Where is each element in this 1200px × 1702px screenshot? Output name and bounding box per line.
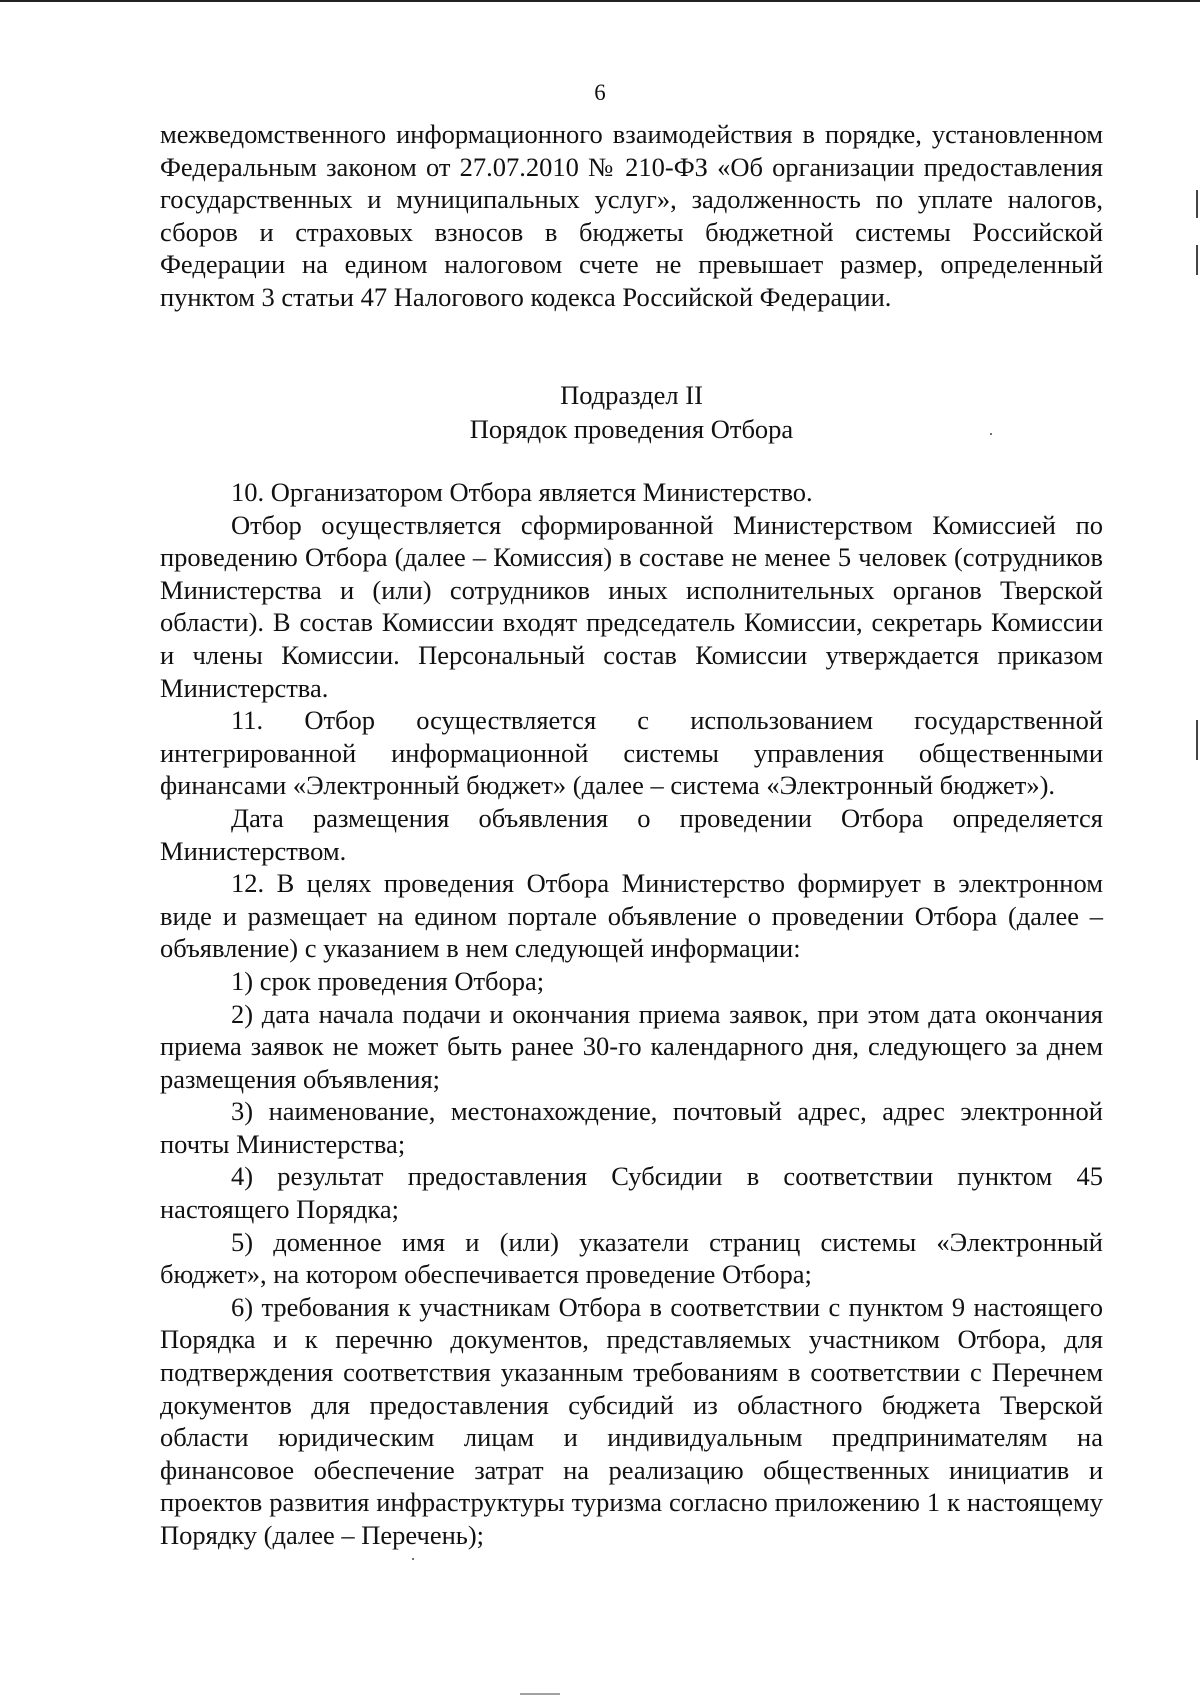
list-item-2: 2) дата начала подачи и окончания приема заявок, при этом дата окончания приема заявок не может быть ранее 30-го календарного дня, следующего за днем размещения объявления; (160, 998, 1103, 1094)
body-section (160, 476, 1103, 1552)
intro-section (160, 118, 1103, 314)
page-number: 6 (594, 80, 606, 105)
paragraph-12: 12. В целях проведения Отбора Министерство формирует в электронном виде и размещает на едином портале объявление о проведении Отбора (далее – объявление) с указанием в нем следующей информации: (160, 868, 1103, 964)
paragraph-11: 11. Отбор осуществляется с использованием государственной интегрированной информационной системы управления общественными финансами «Электронный бюджет» (далее – система «Электронный бюджет»). (160, 705, 1103, 801)
list-item-5: 5) доменное имя и (или) указатели страниц системы «Электронный бюджет», на котором обеспечивается проведение Отбора; (160, 1226, 1103, 1290)
subsection-heading (160, 378, 1103, 446)
page-top-border (0, 0, 1200, 2)
paragraph-announcement-date: Дата размещения объявления о проведении Отбора определяется Министерством. (160, 802, 1103, 866)
list-item-6: 6) требования к участникам Отбора в соответствии с пунктом 9 настоящего Порядка и к перечню документов, представляемых участником Отбора, для подтверждения соответствия указанным требованиям в соответствии с Перечнем документов для предоставления субсидий из областного бюджета Тверской области юридическим лицам и индивидуальным предпринимателям на финансовое обеспечение затрат на реализацию общественных инициатив и проектов развития инфраструктуры туризма согласно приложению 1 к настоящему Порядку (далее – Перечень); (160, 1291, 1103, 1550)
subsection-subtitle: Порядок проведения Отбора (469, 414, 794, 444)
intro-paragraph: межведомственного информационного взаимодействия в порядке, установленном Федеральным законом от 27.07.2010 № 210-ФЗ «Об организации предоставления государственных и муниципальных услуг», задолженность по уплате налогов, сборов и страховых взносов в бюджеты бюджетной системы Российской Федерации на едином налоговом счете не превышает размер, определенный пунктом 3 статьи 47 Налогового кодекса Российской Федерации. (160, 119, 1103, 312)
paragraph-commission: Отбор осуществляется сформированной Министерством Комиссией по проведению Отбора (далее – Комиссия) в составе не менее 5 человек (сотрудников Министерства и (или) сотрудников иных исполнительных органов Тверской области). В состав Комиссии входят председатель Комиссии, секретарь Комиссии и члены Комиссии. Персональный состав Комиссии утверждается приказом Министерства. (160, 509, 1103, 703)
list-item-3: 3) наименование, местонахождение, почтовый адрес, адрес электронной почты Министерства; (160, 1096, 1103, 1159)
scan-mark (1196, 190, 1198, 218)
list-item-4: 4) результат предоставления Субсидии в соответствии пунктом 45 настоящего Порядка; (160, 1161, 1103, 1225)
scan-mark (1196, 720, 1198, 760)
scan-mark (1196, 245, 1198, 275)
scan-mark (990, 433, 992, 435)
scan-mark (520, 1693, 560, 1695)
paragraph-10: 10. Организатором Отбора является Министерство. (231, 477, 813, 507)
scan-mark (412, 1558, 414, 1560)
subsection-title: Подраздел II (560, 380, 703, 410)
list-item-1: 1) срок проведения Отбора; (231, 965, 545, 996)
